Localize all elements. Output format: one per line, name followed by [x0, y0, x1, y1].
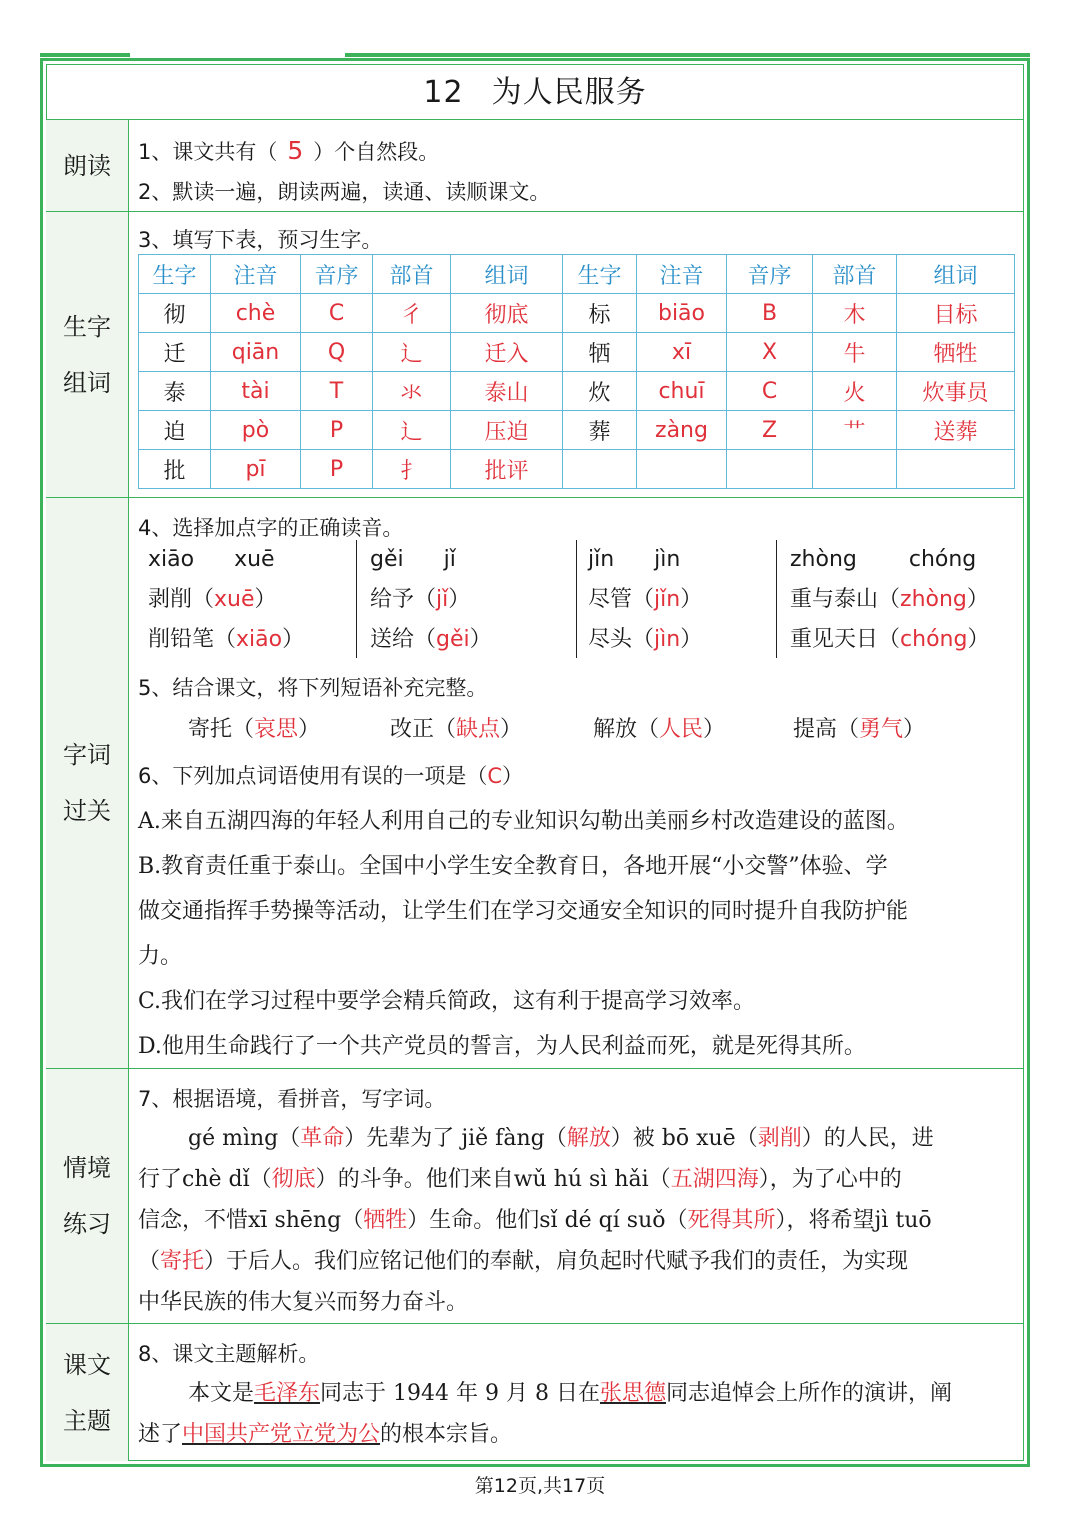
word: 重与泰山 [790, 587, 879, 612]
table-header-cell: 音序 [727, 255, 813, 294]
answer: 彻底 [271, 1167, 316, 1192]
option-b-line3: 力。 [138, 944, 183, 969]
label-text: 组词 [63, 368, 111, 397]
table-header-cell: 组词 [897, 255, 1015, 294]
context-line-4: （寄托）于后人。我们应铭记他们的奉献，肩负起时代赋予我们的责任，为实现 [138, 1249, 909, 1274]
table-cell: 批评 [451, 450, 563, 489]
table-cell: 辶 [373, 333, 451, 372]
answer: jìn [654, 627, 681, 652]
bracket: （ [414, 587, 437, 612]
bracket: ） [903, 717, 926, 742]
bracket: （ [192, 587, 215, 612]
section-label [46, 120, 129, 211]
reading-item [148, 580, 315, 620]
answer: 中国共产党立党为公 [182, 1422, 381, 1447]
text: 同志于 1944 年 9 月 8 日在 [320, 1381, 600, 1406]
table-header-cell: 音序 [301, 255, 373, 294]
pinyin-options [148, 540, 315, 580]
table-cell: 木 [813, 294, 897, 333]
reading-item [588, 580, 720, 620]
table-cell: Q [301, 333, 373, 372]
bracket: （ [637, 717, 660, 742]
word: 削铅笔 [148, 627, 215, 652]
pinyin-option: jǐ [443, 547, 456, 572]
phrase-item [390, 712, 522, 743]
table-cell: 炊事员 [897, 372, 1015, 411]
table-row [139, 333, 1015, 372]
table-cell: 氺 [373, 372, 451, 411]
table-cell: P [301, 450, 373, 489]
section-characters [46, 212, 1024, 498]
text: ，为了心中的 [769, 1167, 902, 1192]
answer: gěi [436, 627, 470, 652]
context-line-3: 信念，不惜xī shēng（牺牲）生命。他们sǐ dé qí suǒ（死得其所），将希望jì tuō [138, 1208, 932, 1233]
section-label [46, 1069, 129, 1323]
bracket: ） [282, 627, 305, 652]
pinyin-option: xiāo [148, 547, 195, 572]
reading-group [148, 540, 315, 660]
table-cell: 目标 [897, 294, 1015, 333]
page-footer: 第12页,共17页 [474, 1475, 606, 1497]
word: 剥削 [148, 587, 193, 612]
answer: 剥削 [757, 1126, 802, 1151]
table-cell: qiān [211, 333, 301, 372]
section-theme [46, 1324, 1024, 1461]
table-row [139, 294, 1015, 333]
pinyin: wǔ hú sì hǎi [513, 1167, 649, 1192]
table-cell: 彻底 [451, 294, 563, 333]
option-b-line2: 做交通指挥手势操等活动，让学生们在学习交通安全知识的同时提升自我防护能 [138, 899, 909, 924]
question-3: 3、填写下表，预习生字。 [138, 228, 383, 252]
lesson-title: 为人民服务 [491, 75, 647, 110]
table-cell: 泰 [139, 372, 211, 411]
text: 先辈为了 [366, 1126, 455, 1151]
table-cell: Z [727, 411, 813, 450]
text: ，将希望 [786, 1208, 875, 1233]
reading-item [148, 620, 315, 660]
table-cell: 泰山 [451, 372, 563, 411]
section-label [46, 212, 129, 497]
table-cell [813, 450, 897, 489]
bracket: （ [632, 627, 655, 652]
section-label [46, 498, 129, 1068]
table-cell: T [301, 372, 373, 411]
pinyin-option: jìn [654, 547, 681, 572]
table-cell: B [727, 294, 813, 333]
text: 同志追悼会上所作的演讲，阐 [666, 1381, 953, 1406]
table-cell: 迁入 [451, 333, 563, 372]
table-cell: 牺 [563, 333, 637, 372]
pinyin: gé mìng [188, 1126, 279, 1151]
table-header-cell: 生字 [139, 255, 211, 294]
table-cell: C [727, 372, 813, 411]
pinyin-option: jǐn [588, 547, 615, 572]
question-5: 5、结合课文，将下列短语补充完整。 [138, 676, 488, 700]
section-words [46, 498, 1024, 1069]
reading-item [370, 620, 496, 660]
bracket: ） [680, 587, 703, 612]
reading-group [370, 540, 496, 660]
table-cell: P [301, 411, 373, 450]
answer: jǐ [436, 587, 449, 612]
q6-post: ） [502, 764, 524, 788]
context-line-5: 中华民族的伟大复兴而努力奋斗。 [138, 1290, 469, 1315]
table-cell: xī [637, 333, 727, 372]
table-cell: 压迫 [451, 411, 563, 450]
table-cell [637, 450, 727, 489]
q6-answer: C [487, 764, 503, 788]
label-text: 主题 [63, 1406, 111, 1435]
table-cell: 彻 [139, 294, 211, 333]
table-cell: 彳 [373, 294, 451, 333]
question-7: 7、根据语境，看拼音，写字词。 [138, 1087, 446, 1111]
pinyin-options [790, 540, 1028, 580]
table-header-cell: 生字 [563, 255, 637, 294]
answer: jǐn [654, 587, 681, 612]
phrase-item [793, 712, 925, 743]
question-8: 8、课文主题解析。 [138, 1342, 320, 1366]
answer: 五湖四海 [670, 1167, 759, 1192]
table-cell: 火 [813, 372, 897, 411]
character-table [138, 254, 1015, 489]
question-6 [138, 760, 523, 790]
pinyin: sǐ dé qí suǒ [539, 1208, 666, 1233]
phrase-item [593, 712, 725, 743]
lesson-number: 12 [423, 75, 464, 110]
table-header-cell: 部首 [373, 255, 451, 294]
table-cell: pī [211, 450, 301, 489]
section-label [46, 1324, 129, 1461]
theme-line-2 [138, 1417, 512, 1448]
option-a: A.来自五湖四海的年轻人利用自己的专业知识勾勒出美丽乡村改造建设的蓝图。 [138, 809, 909, 834]
pinyin-option: xuē [234, 547, 275, 572]
table-cell: biāo [637, 294, 727, 333]
text: 的斗争。他们来自 [337, 1167, 514, 1192]
label-text: 朗读 [63, 151, 111, 180]
option-c: C.我们在学习过程中要学会精兵简政，这有利于提高学习效率。 [138, 989, 756, 1014]
bracket: （ [434, 717, 457, 742]
label-text: 情境 [63, 1154, 111, 1182]
table-cell: chè [211, 294, 301, 333]
word: 改正 [390, 717, 435, 742]
word: 尽头 [588, 627, 633, 652]
reading-item [790, 620, 1028, 660]
bracket: （ [214, 627, 237, 652]
pinyin-option: gěi [370, 547, 404, 572]
pinyin: xī shēng [248, 1208, 342, 1233]
answer: 缺点 [456, 717, 501, 742]
table-header-row [139, 255, 1015, 294]
table-cell: 迁 [139, 333, 211, 372]
bracket: （ [878, 627, 901, 652]
bracket: ） [966, 587, 989, 612]
answer: xiāo [236, 627, 283, 652]
label-text: 过关 [63, 797, 111, 825]
table-header-cell: 注音 [637, 255, 727, 294]
answer: xuē [214, 587, 255, 612]
top-decor-line-left [40, 53, 130, 57]
q1-pre: 1、课文共有（ [138, 140, 278, 164]
reading-group [588, 540, 720, 660]
reading-group [790, 540, 1028, 660]
option-b-line1: B.教育责任重于泰山。全国中小学生安全教育日，各地开展“小交警”体验、学 [138, 854, 888, 879]
top-decor-line-right [345, 53, 1030, 57]
table-cell: zàng [637, 411, 727, 450]
table-cell: 批 [139, 450, 211, 489]
question-1 [138, 136, 439, 166]
pinyin-option: zhòng [790, 547, 857, 572]
text: 于后人。我们应铭记他们的奉献，肩负起时代赋予我们的责任，为实现 [226, 1249, 909, 1274]
answer: 革命 [300, 1126, 345, 1151]
page-title [46, 64, 1024, 120]
answer: zhòng [900, 587, 967, 612]
text: 被 [632, 1126, 655, 1151]
bracket: ） [469, 627, 492, 652]
answer: 哀思 [254, 717, 299, 742]
pinyin: chè dǐ [182, 1167, 250, 1192]
word: 寄托 [188, 717, 233, 742]
table-cell: 扌 [373, 450, 451, 489]
word: 送给 [370, 627, 415, 652]
bracket: （ [837, 717, 860, 742]
table-cell [563, 450, 637, 489]
word: 重见天日 [790, 627, 879, 652]
answer: 张思德 [599, 1381, 666, 1406]
divider [776, 540, 777, 658]
table-cell: 炊 [563, 372, 637, 411]
label-text: 练习 [63, 1210, 111, 1238]
table-row [139, 372, 1015, 411]
reading-item [790, 580, 1028, 620]
option-d: D.他用生命践行了一个共产党员的誓言，为人民利益而死，就是死得其所。 [138, 1034, 866, 1059]
text: 述了 [138, 1422, 183, 1447]
divider [356, 540, 357, 658]
q1-post: ）个自然段。 [313, 140, 440, 164]
word: 提高 [793, 717, 838, 742]
reading-item [588, 620, 720, 660]
bracket: ） [298, 717, 321, 742]
q6-pre: 6、下列加点词语使用有误的一项是（ [138, 764, 488, 788]
table-cell: 迫 [139, 411, 211, 450]
answer: 毛泽东 [254, 1381, 321, 1406]
table-cell: 送葬 [897, 411, 1015, 450]
table-cell: chuī [637, 372, 727, 411]
bracket: ） [448, 587, 471, 612]
phrase-item [188, 712, 320, 743]
question-2: 2、默读一遍，朗读两遍，读通、读顺课文。 [138, 180, 551, 204]
text: 的根本宗旨。 [380, 1422, 513, 1447]
table-cell: 辶 [373, 411, 451, 450]
bracket: （ [232, 717, 255, 742]
bracket: ） [680, 627, 703, 652]
section-reading [46, 120, 1024, 212]
table-header-cell: 组词 [451, 255, 563, 294]
pinyin-options [370, 540, 496, 580]
bracket: ） [703, 717, 726, 742]
word: 解放 [593, 717, 638, 742]
text: 本文是 [188, 1381, 255, 1406]
answer: 寄托 [160, 1249, 205, 1274]
word: 尽管 [588, 587, 633, 612]
table-cell: 标 [563, 294, 637, 333]
label-text: 课文 [63, 1350, 111, 1379]
table-row [139, 411, 1015, 450]
table-cell: pò [211, 411, 301, 450]
table-cell: 牛 [813, 333, 897, 372]
pinyin: jiě fàng [461, 1126, 545, 1151]
context-line-1: gé mìng（革命）先辈为了 jiě fàng（解放）被 bō xuē（剥削）的人民，进 [188, 1126, 934, 1151]
table-header-cell: 部首 [813, 255, 897, 294]
question-4: 4、选择加点字的正确读音。 [138, 516, 404, 540]
text: 的人民，进 [823, 1126, 934, 1151]
answer: 牺牲 [363, 1208, 408, 1233]
context-line-2: 行了chè dǐ（彻底）的斗争。他们来自wǔ hú sì hǎi（五湖四海），为了心中的 [138, 1167, 902, 1192]
table-row [139, 450, 1015, 489]
word: 给予 [370, 587, 415, 612]
answer: 解放 [566, 1126, 611, 1151]
bracket: ） [254, 587, 277, 612]
bracket: ） [500, 717, 523, 742]
table-header-cell: 注音 [211, 255, 301, 294]
table-cell [727, 450, 813, 489]
pinyin-options [588, 540, 720, 580]
table-cell: X [727, 333, 813, 372]
theme-line-1 [188, 1376, 952, 1407]
answer: chóng [900, 627, 968, 652]
table-cell: tài [211, 372, 301, 411]
section-context [46, 1069, 1024, 1324]
label-text: 字词 [63, 741, 111, 769]
pinyin: jì tuō [874, 1208, 932, 1233]
reading-item [370, 580, 496, 620]
text: 信念，不惜 [138, 1208, 249, 1233]
bracket: ） [967, 627, 990, 652]
table-cell [897, 450, 1015, 489]
text: 行了 [138, 1167, 183, 1192]
label-text: 生字 [63, 312, 111, 341]
table-cell: C [301, 294, 373, 333]
divider [576, 540, 577, 658]
bracket: （ [414, 627, 437, 652]
answer: 勇气 [859, 717, 904, 742]
text: 生命。他们 [429, 1208, 540, 1233]
q1-answer: 5 [287, 136, 304, 165]
bracket: （ [878, 587, 901, 612]
answer: 人民 [659, 717, 704, 742]
table-cell: 艹 [813, 411, 897, 450]
pinyin-option: chóng [908, 547, 977, 572]
table-cell: 葬 [563, 411, 637, 450]
answer: 死得其所 [687, 1208, 776, 1233]
pinyin: bō xuē [661, 1126, 736, 1151]
table-cell: 牺牲 [897, 333, 1015, 372]
bracket: （ [632, 587, 655, 612]
